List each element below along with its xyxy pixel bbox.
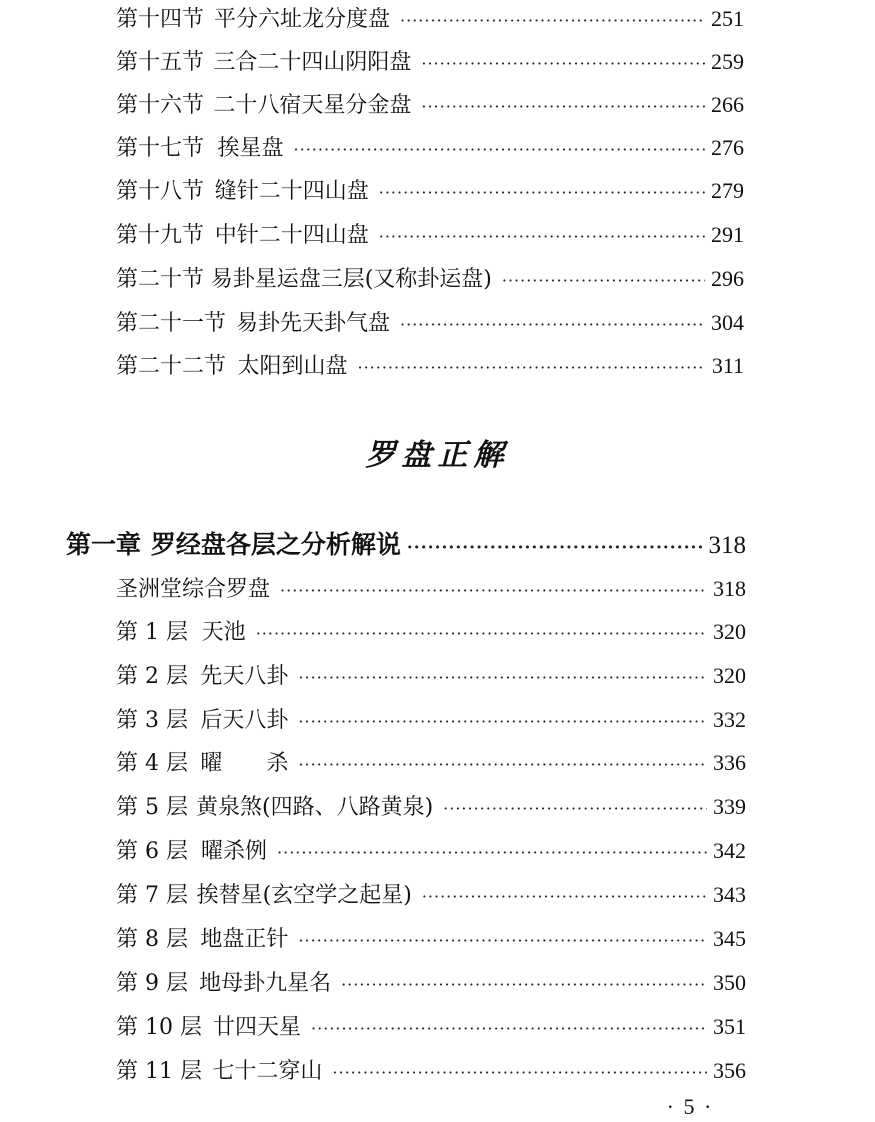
section-title: 挨星盘 [217, 136, 284, 161]
section-title: 七十二穿山 [212, 1059, 323, 1084]
page-ref: 251 [711, 6, 744, 31]
dot-leader [502, 266, 705, 296]
toc-entry [116, 617, 746, 649]
section-title: 平分六址龙分度盘 [214, 7, 391, 32]
section-title: 圣洲堂综合罗盘 [116, 577, 271, 602]
toc-entry [116, 836, 746, 868]
page-ref: 276 [711, 135, 744, 160]
toc-entry [116, 1012, 746, 1044]
dot-leader [421, 92, 705, 122]
toc-entry [116, 574, 746, 606]
toc-entry [116, 4, 744, 36]
section-label: 第二十二节 [116, 354, 227, 379]
page-number: · 5 · [666, 1094, 714, 1119]
dot-leader [298, 707, 707, 737]
layer-label: 第 7 层 [116, 883, 188, 908]
toc-entry [116, 264, 744, 296]
section-title: 中针二十四山盘 [214, 223, 369, 248]
toc-entry [116, 176, 744, 208]
layer-label: 第 2 层 [116, 664, 188, 689]
toc-entry [116, 133, 744, 165]
layer-label: 第 11 层 [116, 1059, 202, 1084]
dot-leader [277, 838, 707, 868]
dot-leader [357, 353, 705, 383]
section-title: 天池 [201, 620, 246, 645]
dot-leader [298, 750, 707, 780]
layer-label: 第 6 层 [116, 839, 188, 864]
chapter-entry [66, 528, 746, 565]
section-title: 挨替星(玄空学之起星) [196, 883, 412, 908]
section-title: 后天八卦 [200, 708, 289, 733]
section-title: 二十八宿天星分金盘 [213, 93, 412, 118]
section-title: 先天八卦 [200, 664, 289, 689]
layer-label: 第 3 层 [116, 708, 188, 733]
toc-entry [116, 661, 746, 693]
page-ref: 266 [711, 92, 744, 117]
page-ref: 336 [713, 750, 746, 775]
page-ref: 291 [711, 222, 744, 247]
layer-label: 第 5 层 [116, 795, 188, 820]
dot-leader [421, 49, 705, 79]
toc-entry [116, 748, 746, 780]
dot-leader [332, 1058, 707, 1088]
toc-entry [116, 1056, 746, 1088]
section-title: 缝针二十四山盘 [214, 179, 369, 204]
chapter-label: 第一章 [66, 530, 142, 559]
section-title: 太阳到山盘 [237, 354, 348, 379]
page-ref: 311 [711, 353, 744, 378]
dot-leader [379, 222, 705, 252]
section-label: 第十八节 [116, 179, 205, 204]
dot-leader [311, 1014, 707, 1044]
toc-entry [116, 351, 744, 383]
page-ref: 320 [713, 619, 746, 644]
section-title: 地盘正针 [200, 927, 289, 952]
page-ref: 304 [711, 310, 744, 335]
dot-leader [422, 882, 707, 912]
dot-leader [400, 310, 705, 340]
page-ref: 339 [713, 794, 746, 819]
dot-leader [256, 619, 707, 649]
section-title: 廿四天星 [213, 1015, 302, 1040]
dot-leader [294, 135, 705, 165]
section-label: 第十四节 [116, 7, 205, 32]
page-ref: 356 [713, 1058, 746, 1083]
section-label: 第二十节 [116, 267, 205, 292]
page-ref: 318 [713, 576, 746, 601]
section-title: 三合二十四山阴阳盘 [213, 50, 412, 75]
section-label: 第十五节 [116, 50, 205, 75]
layer-label: 第 1 层 [116, 620, 188, 645]
section-label: 第十七节 [116, 136, 205, 161]
page-ref: 318 [708, 532, 746, 559]
dot-leader [443, 794, 707, 824]
page-ref: 259 [711, 49, 744, 74]
layer-label: 第 4 层 [116, 751, 188, 776]
layer-label: 第 10 层 [116, 1015, 202, 1040]
section-title: 黄泉煞(四路、八路黄泉) [195, 795, 434, 820]
section-title: 地母卦九星名 [199, 971, 332, 996]
page-ref: 343 [713, 882, 746, 907]
toc-entry [116, 220, 744, 252]
toc-entry [116, 47, 744, 79]
layer-label: 第 8 层 [116, 927, 188, 952]
dot-leader [379, 178, 705, 208]
dot-leader [407, 531, 703, 565]
page-ref: 279 [711, 178, 744, 203]
section-title: 曜 杀 [200, 751, 289, 776]
page-ref: 345 [713, 926, 746, 951]
page-ref: 296 [711, 266, 744, 291]
toc-entry [116, 705, 746, 737]
page-ref: 342 [713, 838, 746, 863]
section-label: 第十六节 [116, 93, 205, 118]
dot-leader [298, 926, 707, 956]
section-title: 易卦先天卦气盘 [236, 311, 391, 336]
section-title: 易卦星运盘三层(又称卦运盘) [210, 267, 492, 292]
dot-leader [400, 6, 705, 36]
dot-leader [341, 970, 707, 1000]
chapter-title: 罗经盘各层之分析解说 [150, 530, 401, 559]
part-heading: 罗盘正解 [365, 438, 510, 473]
page-ref: 320 [713, 663, 746, 688]
page-ref: 350 [713, 970, 746, 995]
layer-label: 第 9 层 [116, 971, 188, 996]
section-title: 曜杀例 [201, 839, 268, 864]
toc-entry [116, 924, 746, 956]
toc-entry [116, 308, 744, 340]
toc-entry [116, 792, 746, 824]
page-ref: 332 [713, 707, 746, 732]
section-label: 第二十一节 [116, 311, 227, 336]
page-ref: 351 [713, 1014, 746, 1039]
toc-entry [116, 880, 746, 912]
toc-entry [116, 968, 746, 1000]
dot-leader [280, 576, 707, 606]
section-label: 第十九节 [116, 223, 205, 248]
dot-leader [298, 663, 707, 693]
toc-entry [116, 90, 744, 122]
